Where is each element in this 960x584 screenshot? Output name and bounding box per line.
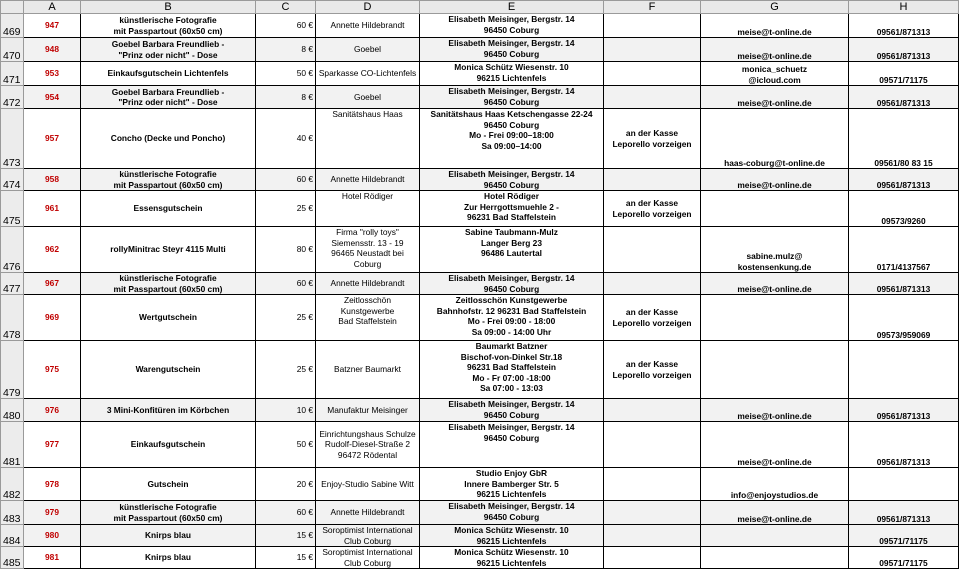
row-header[interactable]: 470 — [1, 38, 24, 62]
cell-c[interactable] — [256, 86, 316, 109]
cell-d[interactable] — [316, 38, 420, 62]
cell-h-text: 09573/9260 — [881, 215, 926, 226]
cell-b-text: künstlerische Fotografie mit Passpartout (60x50 cm) — [113, 273, 223, 294]
cell-e[interactable] — [420, 341, 604, 399]
cell-e-text: Baumarkt Batzner Bischof-von-Dinkel Str.18 96231 Bad Staffelstein Mo - Fr 07:00 -18:00 Sa 07:00 - 13:03 — [460, 341, 563, 393]
cell-d[interactable] — [316, 86, 420, 109]
cell-b[interactable] — [81, 109, 256, 169]
cell-b-text: Gutschein — [147, 478, 189, 489]
cell-g[interactable] — [701, 109, 849, 169]
cell-c-text: 25 € — [296, 364, 313, 375]
cell-h-text: 09561/871313 — [876, 50, 931, 61]
column-header-e[interactable]: E — [420, 1, 604, 14]
cell-e-text: Studio Enjoy GbR Innere Bamberger Str. 5 96215 Lichtenfels — [464, 468, 559, 499]
cell-b[interactable] — [81, 468, 256, 501]
column-header-c[interactable]: C — [256, 1, 316, 14]
cell-a[interactable] — [24, 86, 81, 109]
table-row — [1, 38, 959, 62]
table-row — [1, 547, 959, 569]
cell-d[interactable] — [316, 341, 420, 399]
cell-e[interactable] — [420, 169, 604, 191]
cell-a[interactable] — [24, 227, 81, 273]
cell-a[interactable] — [24, 169, 81, 191]
cell-e-text: Elisabeth Meisinger, Bergstr. 14 96450 Coburg — [448, 86, 575, 107]
cell-c-text: 60 € — [296, 278, 313, 289]
cell-h[interactable] — [849, 169, 959, 191]
cell-e-text: Elisabeth Meisinger, Bergstr. 14 96450 Coburg — [448, 14, 575, 35]
cell-b[interactable] — [81, 273, 256, 295]
cell-f[interactable] — [604, 273, 701, 295]
row-header[interactable]: 469 — [1, 14, 24, 38]
cell-c-text: 50 € — [296, 439, 313, 450]
cell-g-text: haas-coburg@t-online.de — [724, 157, 825, 168]
cell-d[interactable] — [316, 295, 420, 341]
cell-a[interactable] — [24, 525, 81, 547]
cell-e[interactable] — [420, 468, 604, 501]
cell-b-text: Warengutschein — [135, 364, 201, 375]
cell-b[interactable] — [81, 86, 256, 109]
cell-f[interactable] — [604, 227, 701, 273]
cell-g-text: info@enjoystudios.de — [730, 489, 819, 500]
cell-a[interactable] — [24, 191, 81, 227]
row-header[interactable]: 478 — [1, 295, 24, 341]
table-row — [1, 468, 959, 501]
cell-g[interactable] — [701, 38, 849, 62]
table-row — [1, 525, 959, 547]
cell-f-text: an der Kasse Leporello vorzeigen — [612, 128, 692, 149]
cell-f[interactable] — [604, 109, 701, 169]
cell-h[interactable] — [849, 399, 959, 422]
cell-c[interactable] — [256, 341, 316, 399]
cell-e[interactable] — [420, 422, 604, 468]
cell-d[interactable] — [316, 422, 420, 468]
cell-f[interactable] — [604, 468, 701, 501]
cell-c-text: 25 € — [296, 312, 313, 323]
cell-e-text: Sabine Taubmann-Mulz Langer Berg 23 96486 Lautertal — [465, 227, 558, 258]
cell-g-text: meise@t-online.de — [737, 179, 812, 190]
cell-d-text: Soroptimist International Club Coburg — [322, 547, 413, 568]
cell-h-text: 09561/871313 — [876, 410, 931, 421]
cell-c-text: 15 € — [296, 552, 313, 563]
cell-a-text: 976 — [45, 404, 59, 415]
cell-h-text: 09561/80 83 15 — [874, 157, 933, 168]
cell-f[interactable] — [604, 501, 701, 525]
cell-b[interactable] — [81, 191, 256, 227]
cell-c-text: 10 € — [296, 404, 313, 415]
cell-h[interactable] — [849, 38, 959, 62]
cell-g[interactable] — [701, 341, 849, 399]
cell-d[interactable] — [316, 169, 420, 191]
cell-h-text: 09561/871313 — [876, 179, 931, 190]
cell-d[interactable] — [316, 468, 420, 501]
cell-f-text: an der Kasse Leporello vorzeigen — [612, 307, 692, 328]
table-row — [1, 341, 959, 399]
cell-g[interactable] — [701, 422, 849, 468]
cell-h[interactable] — [849, 14, 959, 38]
cell-f[interactable] — [604, 422, 701, 468]
cell-b[interactable] — [81, 501, 256, 525]
cell-g-text: meise@t-online.de — [737, 283, 812, 294]
cell-e[interactable] — [420, 273, 604, 295]
cell-a[interactable] — [24, 468, 81, 501]
cell-b[interactable] — [81, 525, 256, 547]
cell-a[interactable] — [24, 501, 81, 525]
cell-a-text: 969 — [45, 312, 59, 323]
cell-c[interactable] — [256, 547, 316, 569]
cell-g-text: meise@t-online.de — [737, 97, 812, 108]
cell-c-text: 60 € — [296, 20, 313, 31]
cell-g-text: meise@t-online.de — [737, 26, 812, 37]
cell-d[interactable] — [316, 525, 420, 547]
cell-e-text: Hotel Rödiger Zur Herrgottsmuehle 2 - 96231 Bad Staffelstein — [464, 191, 559, 222]
cell-e-text: Zeitlosschön Kunstgewerbe Bahnhofstr. 12 96231 Bad Staffelstein Mo - Frei 09:00 - 18:00 Sa 09:00 - 14:00 Uhr — [436, 295, 587, 337]
cell-a-text: 948 — [45, 44, 59, 55]
cell-e[interactable] — [420, 399, 604, 422]
row-header[interactable]: 475 — [1, 191, 24, 227]
row-header[interactable]: 471 — [1, 62, 24, 86]
row-header[interactable]: 474 — [1, 169, 24, 191]
cell-e-text: Elisabeth Meisinger, Bergstr. 14 96450 Coburg — [448, 501, 575, 522]
cell-b-text: Essensgutschein — [133, 203, 203, 214]
cell-h-text: 09561/871313 — [876, 97, 931, 108]
cell-g-text: meise@t-online.de — [737, 50, 812, 61]
cell-e[interactable] — [420, 62, 604, 86]
cell-c[interactable] — [256, 501, 316, 525]
cell-f[interactable] — [604, 86, 701, 109]
table-row — [1, 273, 959, 295]
cell-a-text: 954 — [45, 91, 59, 102]
cell-a[interactable] — [24, 399, 81, 422]
cell-b-text: Einkaufsgutschein Lichtenfels — [107, 68, 229, 79]
cell-f[interactable] — [604, 191, 701, 227]
cell-c-text: 40 € — [296, 133, 313, 144]
cell-h[interactable] — [849, 109, 959, 169]
cell-c[interactable] — [256, 109, 316, 169]
cell-h-text: 09571/71175 — [879, 535, 928, 546]
cell-b-text: künstlerische Fotografie mit Passpartout (60x50 cm) — [113, 15, 223, 36]
cell-b-text: 3 Mini-Konfitüren im Körbchen — [106, 404, 230, 415]
cell-a-text: 981 — [45, 552, 59, 563]
cell-a-text: 957 — [45, 133, 59, 144]
cell-b-text: Goebel Barbara Freundlieb - "Prinz oder nicht" - Dose — [111, 39, 225, 60]
cell-c[interactable] — [256, 399, 316, 422]
table-row — [1, 169, 959, 191]
cell-d-text: Einrichtungshaus Schulze Rudolf-Diesel-Straße 2 96472 Rödental — [319, 428, 416, 460]
cell-h[interactable] — [849, 501, 959, 525]
cell-e[interactable] — [420, 501, 604, 525]
cell-c-text: 60 € — [296, 507, 313, 518]
cell-e[interactable] — [420, 38, 604, 62]
cell-c-text: 8 € — [301, 91, 313, 102]
cell-b[interactable] — [81, 547, 256, 569]
cell-b-text: künstlerische Fotografie mit Passpartout (60x50 cm) — [113, 169, 223, 190]
column-header-a[interactable]: A — [24, 1, 81, 14]
cell-c[interactable] — [256, 422, 316, 468]
cell-g[interactable] — [701, 295, 849, 341]
row-header[interactable]: 473 — [1, 109, 24, 169]
cell-h[interactable] — [849, 468, 959, 501]
cell-c[interactable] — [256, 191, 316, 227]
cell-g[interactable] — [701, 273, 849, 295]
cell-d[interactable] — [316, 227, 420, 273]
cell-c[interactable] — [256, 295, 316, 341]
row-header[interactable]: 480 — [1, 399, 24, 422]
cell-b-text: Goebel Barbara Freundlieb - "Prinz oder nicht" - Dose — [111, 86, 225, 107]
cell-h[interactable] — [849, 86, 959, 109]
cell-b-text: künstlerische Fotografie mit Passpartout (60x50 cm) — [113, 502, 223, 523]
cell-h[interactable] — [849, 295, 959, 341]
cell-e-text: Elisabeth Meisinger, Bergstr. 14 96450 Coburg — [448, 38, 575, 59]
row-header[interactable]: 477 — [1, 273, 24, 295]
cell-d-text: Annette Hildebrandt — [330, 20, 405, 31]
cell-f[interactable] — [604, 62, 701, 86]
cell-e[interactable] — [420, 525, 604, 547]
cell-e-text: Elisabeth Meisinger, Bergstr. 14 96450 Coburg — [448, 422, 575, 443]
cell-d[interactable] — [316, 399, 420, 422]
column-header-h[interactable]: H — [849, 1, 959, 14]
cell-d-text: Enjoy-Studio Sabine Witt — [321, 478, 414, 489]
cell-g[interactable] — [701, 62, 849, 86]
cell-c[interactable] — [256, 62, 316, 86]
cell-g[interactable] — [701, 227, 849, 273]
cell-d[interactable] — [316, 109, 420, 169]
cell-b[interactable] — [81, 295, 256, 341]
cell-h[interactable] — [849, 191, 959, 227]
cell-e[interactable] — [420, 191, 604, 227]
cell-a-text: 975 — [45, 364, 59, 375]
cell-h-text: 0171/4137567 — [876, 261, 931, 272]
cell-a-text: 978 — [45, 478, 59, 489]
cell-d[interactable] — [316, 62, 420, 86]
cell-a-text: 979 — [45, 507, 59, 518]
cell-f[interactable] — [604, 547, 701, 569]
cell-h-text: 09571/71175 — [879, 74, 928, 85]
cell-h[interactable] — [849, 525, 959, 547]
cell-e-text: Elisabeth Meisinger, Bergstr. 14 96450 Coburg — [448, 169, 575, 190]
cell-d-text: Sparkasse CO-Lichtenfels — [318, 68, 417, 79]
table-row — [1, 227, 959, 273]
cell-c-text: 80 € — [296, 244, 313, 255]
cell-h[interactable] — [849, 422, 959, 468]
cell-d-text: Hotel Rödiger — [341, 191, 394, 201]
cell-a[interactable] — [24, 14, 81, 38]
cell-c[interactable] — [256, 227, 316, 273]
cell-c-text: 15 € — [296, 530, 313, 541]
cell-f[interactable] — [604, 14, 701, 38]
cell-a[interactable] — [24, 341, 81, 399]
cell-d-text: Zeitlosschön Kunstgewerbe Bad Staffelstein — [338, 295, 397, 326]
cell-b[interactable] — [81, 14, 256, 38]
cell-d-text: Goebel — [353, 44, 381, 55]
cell-a-text: 961 — [45, 203, 59, 214]
table-row — [1, 295, 959, 341]
cell-c[interactable] — [256, 273, 316, 295]
cell-e[interactable] — [420, 86, 604, 109]
row-header[interactable]: 472 — [1, 86, 24, 109]
cell-e-text: Elisabeth Meisinger, Bergstr. 14 96450 Coburg — [448, 273, 575, 294]
cell-a[interactable] — [24, 62, 81, 86]
cell-h-text: 09561/871313 — [876, 283, 931, 294]
column-header-b[interactable]: B — [81, 1, 256, 14]
cell-d-text: Goebel — [353, 91, 381, 102]
cell-g[interactable] — [701, 468, 849, 501]
cell-a[interactable] — [24, 547, 81, 569]
cell-a[interactable] — [24, 109, 81, 169]
cell-f[interactable] — [604, 399, 701, 422]
cell-a-text: 947 — [45, 20, 59, 31]
cell-b[interactable] — [81, 341, 256, 399]
cell-h[interactable] — [849, 62, 959, 86]
cell-f[interactable] — [604, 295, 701, 341]
cell-b[interactable] — [81, 227, 256, 273]
cell-h[interactable] — [849, 227, 959, 273]
cell-a-text: 953 — [45, 68, 59, 79]
cell-c-text: 20 € — [296, 478, 313, 489]
cell-d[interactable] — [316, 273, 420, 295]
cell-e[interactable] — [420, 295, 604, 341]
cell-b-text: Concho (Decke und Poncho) — [110, 133, 226, 144]
cell-d-text: Manufaktur Meisinger — [327, 404, 408, 415]
column-header-row — [1, 1, 959, 14]
cell-b-text: Einkaufsgutschein — [130, 439, 206, 450]
table-row — [1, 109, 959, 169]
cell-b[interactable] — [81, 169, 256, 191]
cell-d[interactable] — [316, 191, 420, 227]
cell-d[interactable] — [316, 501, 420, 525]
cell-a[interactable] — [24, 422, 81, 468]
cell-d-text: Firma "rolly toys" Siemensstr. 13 - 19 96465 Neustadt bei Coburg — [331, 227, 404, 269]
cell-b-text: Knirps blau — [144, 552, 192, 563]
cell-g[interactable] — [701, 399, 849, 422]
cell-d[interactable] — [316, 14, 420, 38]
cell-a-text: 967 — [45, 278, 59, 289]
table-row — [1, 86, 959, 109]
cell-d-text: Soroptimist International Club Coburg — [322, 525, 413, 546]
cell-h-text: 09573/959069 — [876, 329, 931, 340]
cell-c[interactable] — [256, 169, 316, 191]
column-header-f[interactable]: F — [604, 1, 701, 14]
cell-b[interactable] — [81, 422, 256, 468]
cell-a-text: 962 — [45, 244, 59, 255]
cell-g-text: monica_schuetz @icloud.com — [741, 64, 808, 85]
table-row — [1, 191, 959, 227]
row-header[interactable]: 479 — [1, 341, 24, 399]
cell-c-text: 50 € — [296, 68, 313, 79]
cell-a[interactable] — [24, 273, 81, 295]
cell-b-text: Wertgutschein — [138, 312, 197, 323]
cell-g[interactable] — [701, 86, 849, 109]
cell-g[interactable] — [701, 547, 849, 569]
row-header[interactable]: 481 — [1, 422, 24, 468]
cell-a[interactable] — [24, 295, 81, 341]
row-header[interactable]: 476 — [1, 227, 24, 273]
row-header[interactable]: 483 — [1, 501, 24, 525]
cell-c[interactable] — [256, 525, 316, 547]
cell-e[interactable] — [420, 109, 604, 169]
cell-d[interactable] — [316, 547, 420, 569]
cell-g[interactable] — [701, 525, 849, 547]
cell-h-text: 09571/71175 — [879, 557, 928, 568]
cell-h-text: 09561/871313 — [876, 456, 931, 467]
cell-g-text: sabine.mulz@ kostensenkung.de — [737, 251, 812, 272]
cell-d-text: Annette Hildebrandt — [330, 507, 405, 518]
cell-d-text: Annette Hildebrandt — [330, 174, 405, 185]
cell-f[interactable] — [604, 169, 701, 191]
row-header[interactable]: 485 — [1, 547, 24, 569]
cell-f-text: an der Kasse Leporello vorzeigen — [612, 198, 692, 219]
cell-g[interactable] — [701, 169, 849, 191]
cell-b[interactable] — [81, 62, 256, 86]
column-header-g[interactable]: G — [701, 1, 849, 14]
cell-e-text: Monica Schütz Wiesenstr. 10 96215 Lichtenfels — [454, 525, 569, 546]
cell-d-text: Batzner Baumarkt — [333, 364, 402, 375]
cell-e-text: Sanitätshaus Haas Ketschengasse 22-24 96450 Coburg Mo - Frei 09:00–18:00 Sa 09:00–14:00 — [430, 109, 593, 151]
cell-g[interactable] — [701, 191, 849, 227]
cell-e-text: Monica Schütz Wiesenstr. 10 96215 Lichtenfels — [454, 62, 569, 83]
cell-g[interactable] — [701, 501, 849, 525]
cell-c-text: 25 € — [296, 203, 313, 214]
cell-d-text: Annette Hildebrandt — [330, 278, 405, 289]
cell-b-text: rollyMinitrac Steyr 4115 Multi — [110, 244, 226, 255]
cell-f[interactable] — [604, 525, 701, 547]
cell-h[interactable] — [849, 547, 959, 569]
cell-c[interactable] — [256, 468, 316, 501]
cell-g-text: meise@t-online.de — [737, 456, 812, 467]
cell-g-text: meise@t-online.de — [737, 410, 812, 421]
cell-h[interactable] — [849, 341, 959, 399]
cell-e[interactable] — [420, 14, 604, 38]
cell-c[interactable] — [256, 14, 316, 38]
cell-g-text: meise@t-online.de — [737, 513, 812, 524]
cell-c-text: 8 € — [301, 44, 313, 55]
cell-e-text: Elisabeth Meisinger, Bergstr. 14 96450 Coburg — [448, 399, 575, 420]
row-header[interactable]: 484 — [1, 525, 24, 547]
select-all-corner[interactable] — [1, 1, 24, 14]
table-row — [1, 62, 959, 86]
cell-c-text: 60 € — [296, 174, 313, 185]
row-header[interactable]: 482 — [1, 468, 24, 501]
table-row — [1, 14, 959, 38]
cell-f[interactable] — [604, 341, 701, 399]
cell-b[interactable] — [81, 38, 256, 62]
cell-a[interactable] — [24, 38, 81, 62]
cell-g[interactable] — [701, 14, 849, 38]
cell-d-text: Sanitätshaus Haas — [332, 109, 403, 119]
cell-e[interactable] — [420, 547, 604, 569]
column-header-d[interactable]: D — [316, 1, 420, 14]
cell-e[interactable] — [420, 227, 604, 273]
table-row — [1, 399, 959, 422]
cell-b-text: Knirps blau — [144, 530, 192, 541]
table-row — [1, 501, 959, 525]
cell-b[interactable] — [81, 399, 256, 422]
cell-a-text: 977 — [45, 439, 59, 450]
cell-h[interactable] — [849, 273, 959, 295]
cell-a-text: 958 — [45, 174, 59, 185]
cell-f-text: an der Kasse Leporello vorzeigen — [612, 359, 692, 380]
cell-f[interactable] — [604, 38, 701, 62]
cell-a-text: 980 — [45, 530, 59, 541]
table-row — [1, 422, 959, 468]
cell-h-text: 09561/871313 — [876, 26, 931, 37]
cell-e-text: Monica Schütz Wiesenstr. 10 96215 Lichtenfels — [454, 547, 569, 568]
cell-c[interactable] — [256, 38, 316, 62]
cell-h-text: 09561/871313 — [876, 513, 931, 524]
